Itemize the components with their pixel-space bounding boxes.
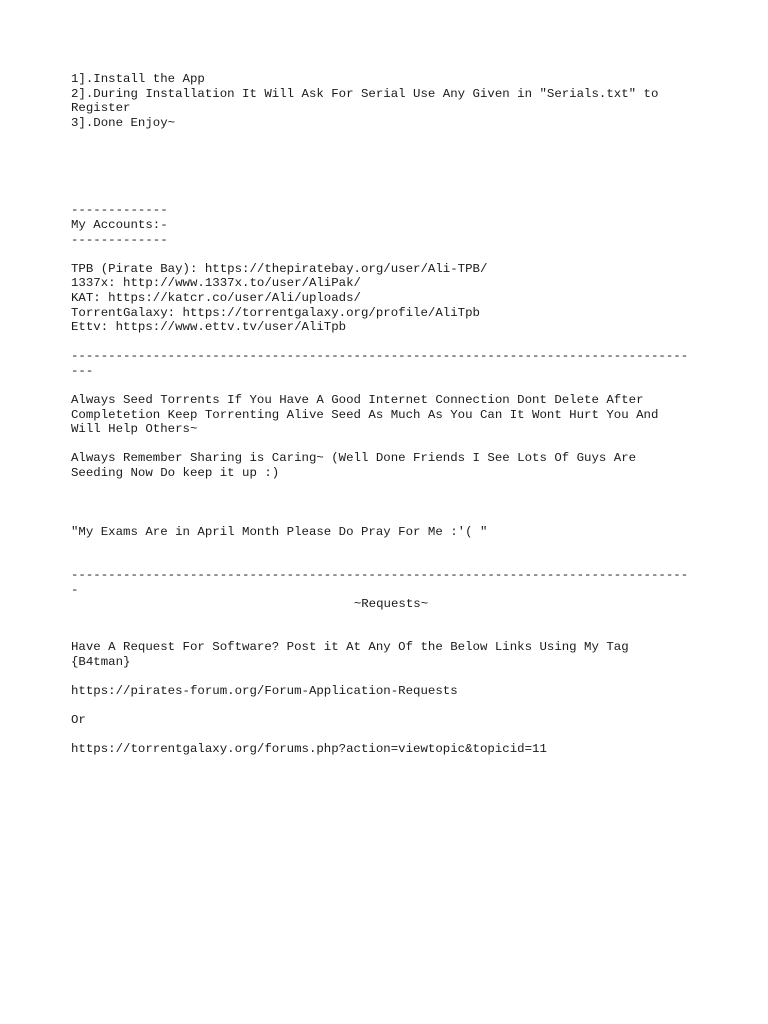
instruction-line: Register — [71, 101, 131, 116]
spacer — [71, 481, 711, 525]
accounts-rule-top: ------------- — [71, 203, 168, 218]
spacer — [71, 698, 711, 713]
account-link: KAT: https://katcr.co/user/Ali/uploads/ — [71, 290, 361, 305]
spacer — [71, 612, 711, 640]
sharing-message-line: Seeding Now Do keep it up :) — [71, 466, 280, 481]
account-link: 1337x: http://www.1337x.to/user/AliPak/ — [71, 276, 361, 291]
spacer — [71, 130, 711, 203]
seed-message-line: Will Help Others~ — [71, 422, 198, 437]
instruction-line: 1].Install the App — [71, 72, 205, 86]
accounts-heading: My Accounts:- — [71, 217, 168, 232]
account-link: TorrentGalaxy: https://torrentgalaxy.org/profile/AliTpb — [71, 305, 480, 320]
divider-line: ----------------------------------------------------------------------------------- — [71, 568, 689, 583]
request-link-pirates-forum[interactable]: https://pirates-forum.org/Forum-Application-Requests — [71, 683, 458, 698]
spacer — [71, 379, 711, 394]
requests-intro-line: {B4tman} — [71, 654, 131, 669]
instruction-line: 2].During Installation It Will Ask For Serial Use Any Given in "Serials.txt" to — [71, 86, 659, 101]
spacer — [71, 539, 711, 568]
divider-line: ----------------------------------------------------------------------------------- — [71, 349, 689, 364]
divider-line: --- — [71, 363, 94, 378]
exam-note: "My Exams Are in April Month Please Do Pray For Me :'( " — [71, 524, 488, 539]
spacer — [71, 247, 711, 262]
or-separator: Or — [71, 713, 86, 727]
spacer — [71, 335, 711, 350]
accounts-rule-bottom: ------------- — [71, 232, 168, 247]
instruction-line: 3].Done Enjoy~ — [71, 115, 176, 130]
sharing-message-line: Always Remember Sharing is Caring~ (Well Done Friends I See Lots Of Guys Are — [71, 451, 637, 466]
seed-message-line: Completetion Keep Torrenting Alive Seed As Much As You Can It Wont Hurt You And — [71, 407, 659, 422]
request-link-torrentgalaxy[interactable]: https://torrentgalaxy.org/forums.php?action=viewtopic&topicid=11 — [71, 742, 547, 757]
spacer — [71, 437, 711, 452]
document-body — [71, 72, 711, 757]
seed-message-line: Always Seed Torrents If You Have A Good Internet Connection Dont Delete After — [71, 393, 644, 408]
spacer — [71, 669, 711, 684]
account-link: TPB (Pirate Bay): https://thepiratebay.org/user/Ali-TPB/ — [71, 261, 488, 276]
requests-heading: ~Requests~ — [353, 597, 429, 612]
requests-intro-line: Have A Request For Software? Post it At Any Of the Below Links Using My Tag — [71, 640, 629, 655]
spacer — [71, 728, 711, 743]
account-link: Ettv: https://www.ettv.tv/user/AliTpb — [71, 320, 347, 335]
divider-line: - — [71, 582, 79, 597]
